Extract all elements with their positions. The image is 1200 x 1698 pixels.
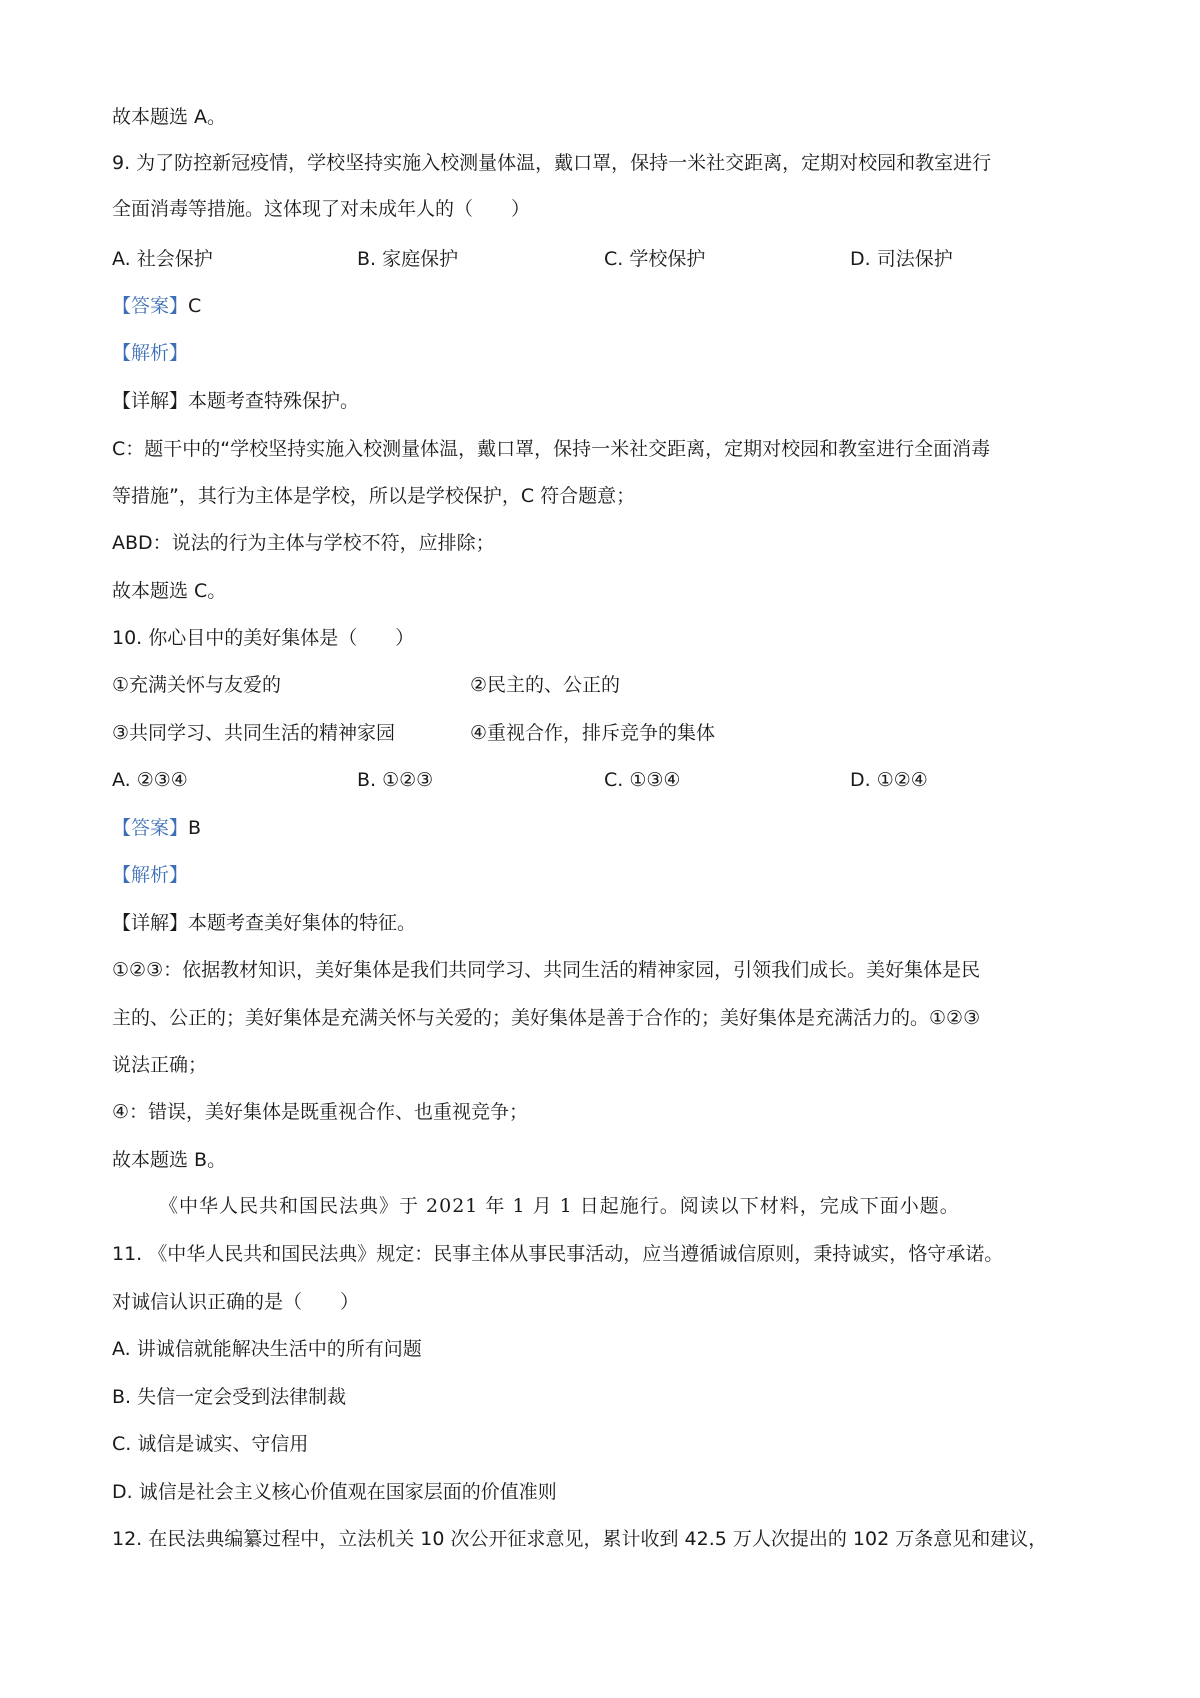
q10-detail-3: 主的、公正的；美好集体是充满关怀与关爱的；美好集体是善于合作的；美好集体是充满活力的。①②③ <box>112 1007 981 1029</box>
q10-stem: 10. 你心目中的美好集体是（ ） <box>112 627 415 649</box>
q9-stem-line-1: 9. 为了防控新冠疫情，学校坚持实施入校测量体温，戴口罩，保持一米社交距离，定期对校园和教室进行 <box>112 152 992 174</box>
q12-stem-line-1: 12. 在民法典编纂过程中，立法机关 10 次公开征求意见，累计收到 42.5 万人次提出的 102 万条意见和建议， <box>112 1528 1048 1550</box>
q9-option-a: A. 社会保护 <box>112 248 213 270</box>
q10-detail-1: 【详解】本题考查美好集体的特征。 <box>112 912 417 934</box>
answer-value: B <box>188 817 202 839</box>
q10-item-3: ③共同学习、共同生活的精神家园 <box>112 722 396 744</box>
q9-detail-3: 等措施”，其行为主体是学校，所以是学校保护，C 符合题意； <box>112 485 636 507</box>
q10-detail-2: ①②③：依据教材知识，美好集体是我们共同学习、共同生活的精神家园，引领我们成长。美好集体是民 <box>112 959 981 981</box>
q10-option-a: A. ②③④ <box>112 769 188 791</box>
q9-answer <box>112 293 201 319</box>
q10-item-1: ①充满关怀与友爱的 <box>112 674 282 696</box>
q8-conclusion: 故本题选 A。 <box>112 106 227 128</box>
answer-tag: 【答案】 <box>112 817 189 839</box>
q11-option-c: C. 诚信是诚实、守信用 <box>112 1433 309 1455</box>
q11-option-a: A. 讲诚信就能解决生活中的所有问题 <box>112 1338 422 1360</box>
q9-option-d: D. 司法保护 <box>850 248 953 270</box>
q9-detail-4: ABD：说法的行为主体与学校不符，应排除； <box>112 532 495 554</box>
q10-item-4: ④重视合作，排斥竞争的集体 <box>470 722 716 744</box>
q11-option-d: D. 诚信是社会主义核心价值观在国家层面的价值准则 <box>112 1481 557 1503</box>
q11-stem-line-2: 对诚信认识正确的是（ ） <box>112 1291 360 1313</box>
q9-stem-line-2: 全面消毒等措施。这体现了对未成年人的（ ） <box>112 198 531 220</box>
q10-option-d: D. ①②④ <box>850 769 928 791</box>
q10-answer <box>112 815 201 841</box>
q10-option-c: C. ①③④ <box>604 769 681 791</box>
q9-detail-1: 【详解】本题考查特殊保护。 <box>112 390 360 412</box>
q10-option-b: B. ①②③ <box>357 769 434 791</box>
q10-detail-6: 故本题选 B。 <box>112 1149 227 1171</box>
q9-detail-2: C：题干中的“学校坚持实施入校测量体温，戴口罩，保持一米社交距离，定期对校园和教室进行全面消毒 <box>112 438 991 460</box>
q11-stem-line-1: 11. 《中华人民共和国民法典》规定：民事主体从事民事活动，应当遵循诚信原则，秉持诚实，恪守承诺。 <box>112 1243 1004 1265</box>
q10-item-2: ②民主的、公正的 <box>470 674 621 696</box>
q9-option-c: C. 学校保护 <box>604 248 706 270</box>
q9-detail-5: 故本题选 C。 <box>112 580 227 602</box>
q9-analysis-tag: 【解析】 <box>112 342 189 364</box>
q9-option-b: B. 家庭保护 <box>357 248 459 270</box>
answer-value: C <box>188 295 202 317</box>
q10-analysis-tag: 【解析】 <box>112 864 189 886</box>
q11-option-b: B. 失信一定会受到法律制裁 <box>112 1386 347 1408</box>
answer-tag: 【答案】 <box>112 295 189 317</box>
q10-detail-4: 说法正确； <box>112 1054 208 1076</box>
material-intro: 《中华人民共和国民法典》于 2021 年 1 月 1 日起施行。阅读以下材料，完成下面小题。 <box>159 1195 960 1217</box>
q10-detail-5: ④：错误，美好集体是既重视合作、也重视竞争； <box>112 1101 529 1123</box>
